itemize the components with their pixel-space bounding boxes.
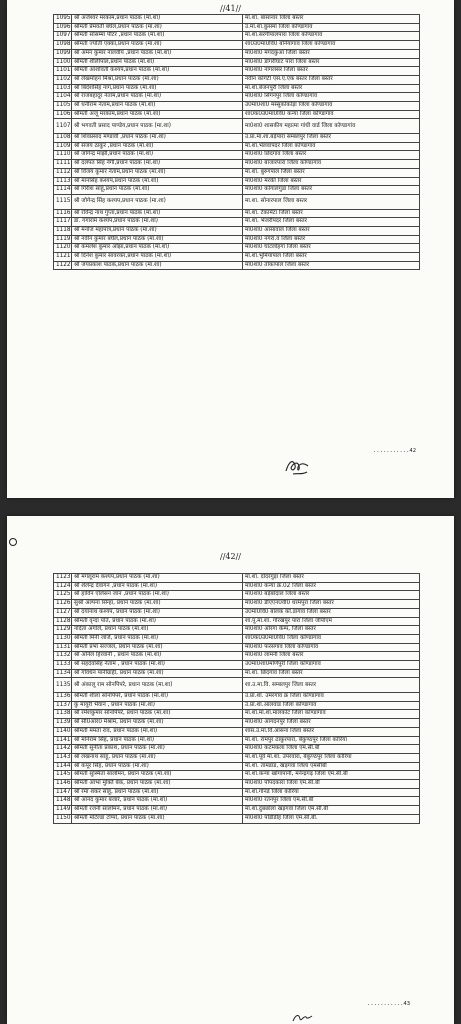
teacher-name: सुश्री अल्पना सिन्हा, प्रधान पाठक (मा.शा)	[72, 600, 243, 609]
table-row	[54, 102, 420, 111]
serial-number: 1125	[54, 591, 72, 600]
serial-number: 1103	[54, 84, 72, 93]
teacher-name: श्रीमती मंटिल्डा टोप्पो, प्रधान पाठक (मा.शा)	[72, 814, 243, 823]
school-place: मा0शा0 मरकी जिला बस्तर	[243, 177, 420, 186]
teacher-name: श्री रविन्द्र नाथ गुप्ता,प्रधान पाठक (मा.शा)	[72, 209, 243, 218]
document-page-41	[7, 0, 454, 498]
teacher-name: श्री गिरीश साहू,प्रधान पाठक (मा.शा)	[72, 186, 243, 195]
school-place: उ.प्रा.शा. उमरगांव क्र जिला कोण्डागांव	[243, 693, 420, 702]
table-row	[54, 194, 420, 209]
serial-number: 1142	[54, 745, 72, 754]
serial-number: 1115	[54, 194, 72, 209]
serial-number: 1145	[54, 771, 72, 780]
table-row	[54, 626, 420, 635]
teacher-name: श्रीमती प्रभा सज्जल, प्रधान पाठक (मा.शा)	[72, 643, 243, 652]
serial-number: 1150	[54, 814, 72, 823]
serial-number: 1135	[54, 678, 72, 693]
school-place: मा.शा.भुमियापाल जिला बस्तर	[243, 253, 420, 262]
table-row	[54, 661, 420, 670]
table-row	[54, 134, 420, 143]
school-place: मा0शा0 तोकापाल जिला बस्तर	[243, 261, 420, 270]
teacher-name: श्री नवीन कुमार बघेल,प्रधान पाठक (मा.शा)	[72, 235, 243, 244]
serial-number: 1105	[54, 102, 72, 111]
table-row	[54, 49, 420, 58]
teacher-name: डॉ. गंगाराम कश्यप,प्रधान पाठक (मा.शा)	[72, 218, 243, 227]
page-number: //42//	[220, 552, 241, 561]
serial-number: 1144	[54, 762, 72, 771]
serial-number: 1096	[54, 23, 72, 32]
serial-number: 1108	[54, 134, 72, 143]
teacher-name: श्री मानसिंह कश्यप,प्रधान पाठक (मा.शा)	[72, 177, 243, 186]
teacher-name: श्री राजबहादूर नेताम,प्रधान पाठक (मा.शा)	[72, 93, 243, 102]
teacher-table	[53, 14, 420, 270]
serial-number: 1113	[54, 177, 72, 186]
school-place: मा0शा0 घाटलोहंगा जिला बस्तर	[243, 244, 420, 253]
serial-number: 1122	[54, 261, 72, 270]
table-row	[54, 574, 420, 583]
serial-number: 1098	[54, 41, 72, 50]
table-row	[54, 591, 420, 600]
teacher-name: श्री सहदेवसिंह नेताम , प्रधान पाठक (मा.शा)	[72, 661, 243, 670]
teacher-name: श्रीमती ममता राव, प्रधान पाठक (मा.शा)	[72, 727, 243, 736]
teacher-name: श्रीमती रजनी सालोमन, प्रधान पाठक (मा.शा)	[72, 806, 243, 815]
table-row	[54, 797, 420, 806]
serial-number: 1130	[54, 634, 72, 643]
serial-number: 1112	[54, 168, 72, 177]
school-place: उ0मा0वि0 बालक को.डागांव जिला बस्तर	[243, 608, 420, 617]
teacher-name: श्रीमती सुनीता प्रकाश, प्रधान पाठक (मा.शा)	[72, 745, 243, 754]
table-row	[54, 32, 420, 41]
teacher-name: श्री रमेशकुमार सोनपिपरे, प्रधान पाठक (मा.शा)	[72, 710, 243, 719]
teacher-name: श्री रमा शंकर साहू, प्रधान पाठक (मा.शा)	[72, 788, 243, 797]
table-row	[54, 780, 420, 789]
hole-punch-icon	[9, 538, 17, 546]
serial-number: 1101	[54, 67, 72, 76]
table-row	[54, 693, 420, 702]
teacher-name: श्री लखनाथ साहू, प्रधान पाठक (मा.शा)	[72, 753, 243, 762]
serial-number: 1148	[54, 797, 72, 806]
table-row	[54, 23, 420, 32]
table-row	[54, 177, 420, 186]
table-row	[54, 736, 420, 745]
teacher-name: श्रीमती अंजू मरकाम,प्रधान पाठक (मा.शा)	[72, 110, 243, 119]
serial-number: 1146	[54, 780, 72, 789]
school-place: मा0शा0 शासकीय महात्मा गांधी वार्ड जिला कोण्डागांव	[243, 119, 420, 134]
teacher-name: कु मायुरी भैवान , प्रधान पाठक (मा.शा)	[72, 701, 243, 710]
serial-number: 1140	[54, 727, 72, 736]
school-place: मा0शा0 डीएएन0वी0 धरमपुरा जिला बस्तर	[243, 600, 420, 609]
school-place: शा0क0उ0मा0वि0 कन्या जिला कोण्डागांव	[243, 110, 420, 119]
serial-number: 1109	[54, 142, 72, 151]
school-place: मा0शा0 पौंपदकारा जिला एम.सी.बी	[243, 780, 420, 789]
teacher-name: श्री दिनेश कुमार सावरकर,प्रधान पाठक (मा.शा)	[72, 253, 243, 262]
serial-number: 1107	[54, 119, 72, 134]
table-row	[54, 669, 420, 678]
table-row	[54, 186, 420, 195]
teacher-name: श्री जोगेन्द्र मांझी,प्रधान पाठक (मा.शा)	[72, 151, 243, 160]
school-place: मा.शा. बासानार जिला बस्तर	[243, 15, 420, 24]
table-row	[54, 727, 420, 736]
teacher-name: श्री जयप्रकाश पाठक,प्रधान पाठक (मा.शा)	[72, 261, 243, 270]
table-row	[54, 643, 420, 652]
school-place: मा0शा0 बाजारपारा जिला कोण्डागांव	[243, 160, 420, 169]
school-place: मा.शा. छिंदगांव जिला बस्तर	[243, 669, 420, 678]
school-place: मा.शा. रामपुर ठाकुरपारा, बैकुण्ठपुर जिला कोरिया	[243, 736, 420, 745]
serial-number: 1147	[54, 788, 72, 797]
table-row	[54, 58, 420, 67]
table-row	[54, 771, 420, 780]
table-row	[54, 745, 420, 754]
table-row	[54, 209, 420, 218]
school-place: मा0शा0 रतनपुर जिला एम.सी.बी	[243, 797, 420, 806]
serial-number: 1111	[54, 160, 72, 169]
school-place: मा.शा.सरगीपालपारा जिला कोण्डागांव	[243, 32, 420, 41]
school-place: मा.शा.मा.शा.मालकोट जिला कोण्डागांव	[243, 710, 420, 719]
serial-number: 1128	[54, 617, 72, 626]
page-number: //41//	[220, 4, 241, 13]
teacher-name: श्रीमती शीला सोनपिपरे, प्रधान पाठक (मा.शा)	[72, 693, 243, 702]
school-place: मा0शा0 मगदकुंआ जिला बस्तर	[243, 49, 420, 58]
teacher-name: श्रीमती वृन्दा पोर्ते, प्रधान पाठक (मा.शा)	[72, 617, 243, 626]
teacher-name: श्री हार्विन एलिसन जॉन ,प्रधान पाठक (मा.शा)	[72, 591, 243, 600]
table-row	[54, 244, 420, 253]
school-place: मा0शा0 कटमकला जिला एम.सी.बी	[243, 745, 420, 754]
teacher-name: नंदिता अंगोले, प्रधान पाठक (मा.शा)	[72, 626, 243, 635]
table-row	[54, 701, 420, 710]
school-place: शा.उ.मा.वि. सम्बलपुर जिला बस्तर	[243, 678, 420, 693]
table-row	[54, 753, 420, 762]
serial-number: 1100	[54, 58, 72, 67]
teacher-name: श्री मंगलूराम कश्यप,प्रधान पाठक (मा.शा)	[72, 574, 243, 583]
teacher-name: श्रीमती आशोवती कश्यप,प्रधान पाठक (मा.शा)	[72, 67, 243, 76]
school-place: मा0शा0 डोंगरीघाट पारा जिला बस्तर	[243, 58, 420, 67]
teacher-name: श्री शिवप्रसाद मण्डावी ,प्रधान पाठक (मा.शा)	[72, 134, 243, 143]
teacher-name: श्री विजय कुमार नेताम,प्रधान पाठक (मा.शा)	[72, 168, 243, 177]
serial-number: 1121	[54, 253, 72, 262]
teacher-name: श्री अनिल हिरवानी , प्रधान पाठक (मा.शा)	[72, 652, 243, 661]
teacher-name: श्री कमलेश कुमार ओझा,प्रधान पाठक (मा.शा)	[72, 244, 243, 253]
table-row	[54, 142, 420, 151]
serial-number: 1149	[54, 806, 72, 815]
school-place: उ.प्रा.शा.आलवाड जिला कोण्डागांव	[243, 701, 420, 710]
school-place: मा.शा.बेजनपुरी जिला बस्तर	[243, 84, 420, 93]
school-place: शा.पू.मा.शा. गोरखपुर पारा जिला जीपीएम	[243, 617, 420, 626]
school-place: मा0शा0 कोंगालगुडा जिला बस्तर	[243, 186, 420, 195]
table-row	[54, 93, 420, 102]
teacher-name: श्रीमती मिनी जॉर्ज, प्रधान पाठक (मा.शा)	[72, 634, 243, 643]
teacher-name: श्रीमती ज्योती एक्का,प्रधान पाठक (मा.शा)	[72, 41, 243, 50]
table-row	[54, 75, 420, 84]
school-place: मा.शा. दोंदरगुड़ा जिला बस्तर	[243, 574, 420, 583]
serial-number: 1116	[54, 209, 72, 218]
teacher-name: श्रीमती शीलीपाल,प्रधान पाठक (मा.शा)	[72, 58, 243, 67]
school-place: मा.शा.गोनडे जिला कोरिया	[243, 788, 420, 797]
table-row	[54, 806, 420, 815]
teacher-name: श्रीमती सुस्मिता सालोमन, प्रधान पाठक (मा.शा)	[72, 771, 243, 780]
school-place: मा0शा0 सिंगनपुर जिला कोण्डागांव	[243, 93, 420, 102]
teacher-name: श्री बिदेशसिंह नाग,प्रधान पाठक (मा.शा)	[72, 84, 243, 93]
teacher-name: श्री अमन कुमार नालवीय ,प्रधान पाठक (मा.शा)	[72, 49, 243, 58]
school-place: मा.शा. तामडांड, खड़गवां जिला एमसीबी	[243, 762, 420, 771]
table-row	[54, 41, 420, 50]
school-place: मा.शा.भेलवापदर जिला कोण्डागांव	[243, 142, 420, 151]
school-place: मा0शा0 बड़ेबोदाल जिला बस्तर	[243, 591, 420, 600]
serial-number: 1118	[54, 226, 72, 235]
table-row	[54, 218, 420, 227]
teacher-name: श्री कपूर सिंह, प्रधान पाठक (मा.शा)	[72, 762, 243, 771]
serial-number: 1106	[54, 110, 72, 119]
serial-number: 1126	[54, 600, 72, 609]
school-place: उ.प्रा.मा.शा.बड़ेपारा सम्बलपुर जिला बस्तर	[243, 134, 420, 143]
school-place: मा0शा0 छिंदगांव जिला बस्तर	[243, 151, 420, 160]
serial-number: 1134	[54, 669, 72, 678]
serial-number: 1099	[54, 49, 72, 58]
school-place: मा.शा. टेकामेटा जिला बस्तर	[243, 209, 420, 218]
serial-number: 1139	[54, 719, 72, 728]
table-row	[54, 617, 420, 626]
table-row	[54, 788, 420, 797]
school-place: मा.शा.दुबछोला खड़गवां जिला एम.सी.बी	[243, 806, 420, 815]
table-row	[54, 67, 420, 76]
table-row	[54, 814, 420, 823]
school-place: मा0शा0 पोंडीडीह जिला एम.सी.बी.	[243, 814, 420, 823]
document-page-42	[7, 516, 454, 1024]
serial-number: 1137	[54, 701, 72, 710]
table-row	[54, 235, 420, 244]
school-place: शा0उ0मा0वि0 बनियागांव जिला कोण्डागांव	[243, 41, 420, 50]
table-row	[54, 15, 420, 24]
table-row	[54, 160, 420, 169]
table-row	[54, 168, 420, 177]
table-row	[54, 762, 420, 771]
teacher-name: श्री सी0आर0 मेश्राम, प्रधान पाठक (मा.शा)	[72, 719, 243, 728]
teacher-table	[53, 573, 420, 824]
table-row	[54, 110, 420, 119]
serial-number: 1117	[54, 218, 72, 227]
serial-number: 1133	[54, 661, 72, 670]
serial-number: 1127	[54, 608, 72, 617]
table-row	[54, 719, 420, 728]
table-row	[54, 582, 420, 591]
table-row	[54, 261, 420, 270]
table-row	[54, 151, 420, 160]
school-place: उ0मा0शा0 मस्सुकोकोड़ा जिला कोण्डागांव	[243, 102, 420, 111]
serial-number: 1102	[54, 75, 72, 84]
table-row	[54, 634, 420, 643]
table-row	[54, 652, 420, 661]
school-place: मा0शा0 नगरा.व जिला बस्तर	[243, 235, 420, 244]
table-row	[54, 600, 420, 609]
school-place: मा0शा0 लामनी जिला बस्तर	[243, 652, 420, 661]
school-place: उ.मा.शा.कुसमा जिला कोण्डागांव	[243, 23, 420, 32]
teacher-name: श्री शैलेन्द्र देवांगन ,प्रधान पाठक (मा.शा)	[72, 582, 243, 591]
serial-number: 1143	[54, 753, 72, 762]
school-place: मा0शा0 आगदनपुर जिला बस्तर	[243, 719, 420, 728]
school-place: मा.शा. बुरुंगपाल जिला बस्तर	[243, 168, 420, 177]
serial-number: 1110	[54, 151, 72, 160]
serial-number: 1129	[54, 626, 72, 635]
serial-number: 1095	[54, 15, 72, 24]
table-row	[54, 226, 420, 235]
serial-number: 1131	[54, 643, 72, 652]
school-place: मा0शा0 फरसगांव जिला कोण्डागांव	[243, 643, 420, 652]
school-place: नवीन कोंगेटी एस.ए.एक बस्तर जिला बस्तर	[243, 75, 420, 84]
serial-number: 1097	[54, 32, 72, 41]
signature	[283, 454, 311, 478]
signature	[291, 1012, 313, 1024]
serial-number: 1136	[54, 693, 72, 702]
table-row	[54, 253, 420, 262]
serial-number: 1132	[54, 652, 72, 661]
serial-number: 1124	[54, 582, 72, 591]
serial-number: 1104	[54, 93, 72, 102]
serial-number: 1120	[54, 244, 72, 253]
school-place: शास.उ.मा.वि.आसना जिला बस्तर	[243, 727, 420, 736]
teacher-name: श्रीमती प्रेमवती बघेल,प्रधान पाठक (मा.शा)	[72, 23, 243, 32]
teacher-name: श्री लेखमोहन मिश्रा,प्रधान पाठक (मा.शा)	[72, 75, 243, 84]
teacher-name: श्री मनोज महापात्र,प्रधान पाठक (मा.शा)	[72, 226, 243, 235]
serial-number: 1123	[54, 574, 72, 583]
school-place: मा.शा. सोनारपाल जिला बस्तर	[243, 194, 420, 209]
school-place: मा0शा0 आसावाल जिला बस्तर	[243, 226, 420, 235]
table-row	[54, 608, 420, 617]
next-page-marker: ...........43	[366, 1001, 410, 1007]
school-place: शा0क0उ0मा0वि0 जिला कोण्डागांव	[243, 634, 420, 643]
school-place: मा0शा0 नागलसर जिला बस्तर	[243, 67, 420, 76]
next-page-marker: ...........42	[372, 448, 416, 454]
teacher-name: श्री गोवर्धन पानीग्राही, प्रधान पाठक (मा.शा)	[72, 669, 243, 678]
teacher-name: श्री अजेश्वर मरकाम,प्रधान पाठक (मा.शा)	[72, 15, 243, 24]
teacher-name: श्रीमती आभा मुक्ति बेक, प्रधान पाठक (मा.शा)	[72, 780, 243, 789]
teacher-name: श्री मनिराम सिंह, प्रधान पाठक (मा.शा)	[72, 736, 243, 745]
teacher-name: श्री दलपत सिंह नेगी,प्रधान पाठक (मा.शा)	[72, 160, 243, 169]
school-place: मा.शा. भेजरीपदर जिला बस्तर	[243, 218, 420, 227]
school-place: उ0मा0शा0मणिपुरी जिला कोण्डागांव	[243, 661, 420, 670]
table-row	[54, 119, 420, 134]
teacher-name: श्री संजय ठाकुर ,प्रधान पाठक (मा.शा)	[72, 142, 243, 151]
teacher-name: श्री भगवती प्रसाद पाण्डेय,प्रधान पाठक (मा.शा)	[72, 119, 243, 134]
table-row	[54, 678, 420, 693]
teacher-name: श्रीमती सोसम्मा पीटर ,प्रधान पाठक (मा.शा)	[72, 32, 243, 41]
teacher-name: श्री अंकालू राम सोनपिपरे, प्रधान पाठक (मा.शा)	[72, 678, 243, 693]
serial-number: 1114	[54, 186, 72, 195]
teacher-name: श्री जोगेन्द्र सिंह कश्यप,प्रधान पाठक (मा.शा)	[72, 194, 243, 209]
teacher-name: श्री आनंद कुमार बंजारे, प्रधान पाठक (मा.शा)	[72, 797, 243, 806]
table-row	[54, 710, 420, 719]
serial-number: 1138	[54, 710, 72, 719]
school-place: मा0शा0 कन्या क्र.02 जिला बस्तर	[243, 582, 420, 591]
school-place: मा.शा.कन्या खोंगापानी, मनेन्द्रगढ़ जिला एम.सी.बी	[243, 771, 420, 780]
school-place: मा.शा.पूर्व मा.शा. उपरवारा, बैकुण्ठपुर जिला कोरिया	[243, 753, 420, 762]
serial-number: 1119	[54, 235, 72, 244]
school-place: मा0शा0 औरगा कैम्प, जिला बस्तर	[243, 626, 420, 635]
teacher-name: श्री दयानाथ कश्यप, प्रधान पाठक (मा.शा)	[72, 608, 243, 617]
table-row	[54, 84, 420, 93]
serial-number: 1141	[54, 736, 72, 745]
teacher-name: श्री धनीराम नेताम,प्रधान पाठक (मा.शा)	[72, 102, 243, 111]
